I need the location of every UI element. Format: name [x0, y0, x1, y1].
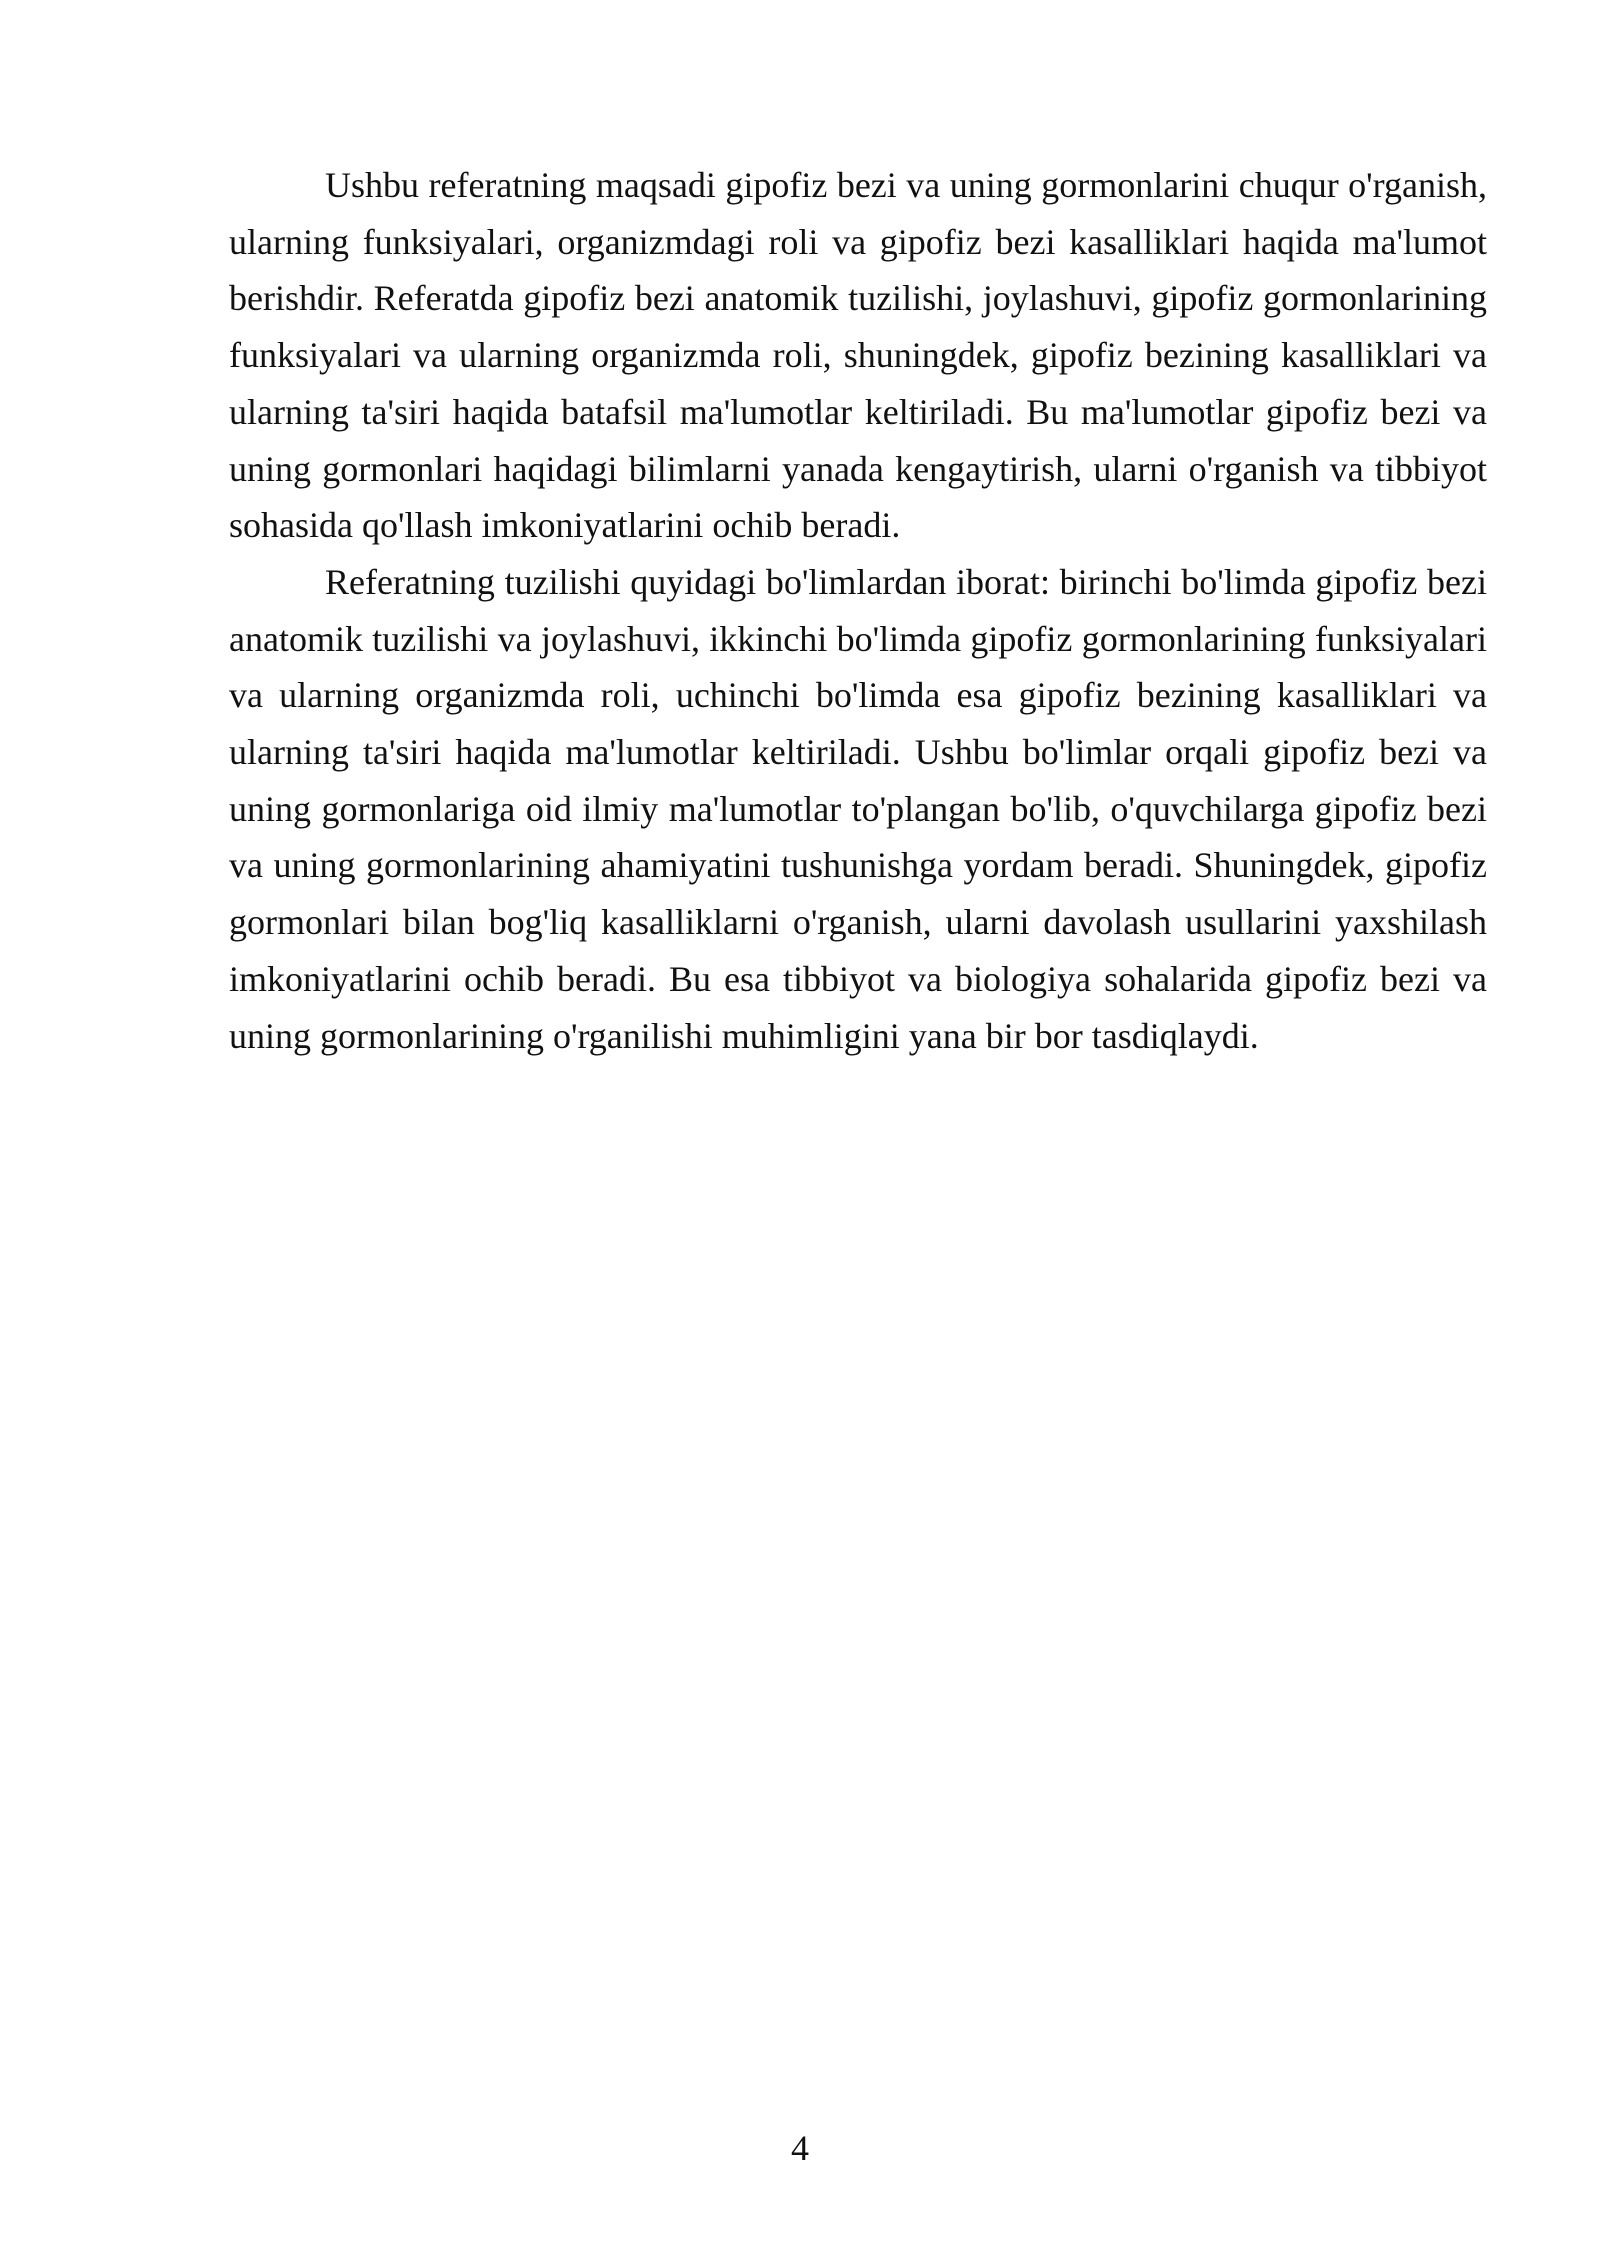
paragraph-structure: Referatning tuzilishi quyidagi bo'limlardan iborat: birinchi bo'limda gipofiz bezi anatomik tuzilishi va joylashuvi, ikkinchi bo'limda gipofiz gormonlarining funksiyalari va ularning organizmda roli, uchinchi bo'limda esa gipofiz bezining kasalliklari va ularning ta'siri haqida ma'lumotlar keltiriladi. Ushbu bo'limlar orqali gipofiz bezi va uning gormonlariga oid ilmiy ma'lumotlar to'plangan bo'lib, o'quvchilarga gipofiz bezi va uning gormonlarining ahamiyatini tushunishga yordam beradi. Shuningdek, gipofiz gormonlari bilan bog'liq kasalliklarni o'rganish, ularni davolash usullarini yaxshilash imkoniyatlarini ochib beradi. Bu esa tibbiyot va biologiya sohalarida gipofiz bezi va uning gormonlarining o'rganilishi muhimligini yana bir bor tasdiqlaydi. — [229, 561, 1487, 1056]
paragraph-purpose: Ushbu referatning maqsadi gipofiz bezi va uning gormonlarini chuqur o'rganish, ularning funksiyalari, organizmdagi roli va gipofiz bezi kasalliklari haqida ma'lumot berishdir. Referatda gipofiz bezi anatomik tuzilishi, joylashuvi, gipofiz gormonlarining funksiyalari va ularning organizmda roli, shuningdek, gipofiz bezining kasalliklari va ularning ta'siri haqida batafsil ma'lumotlar keltiriladi. Bu ma'lumotlar gipofiz bezi va uning gormonlari haqidagi bilimlarni yanada kengaytirish, ularni o'rganish va tibbiyot sohasida qo'llash imkoniyatlarini ochib beradi. — [229, 165, 1487, 546]
body-text — [229, 157, 1487, 1064]
page-number: 4 — [791, 2128, 809, 2168]
